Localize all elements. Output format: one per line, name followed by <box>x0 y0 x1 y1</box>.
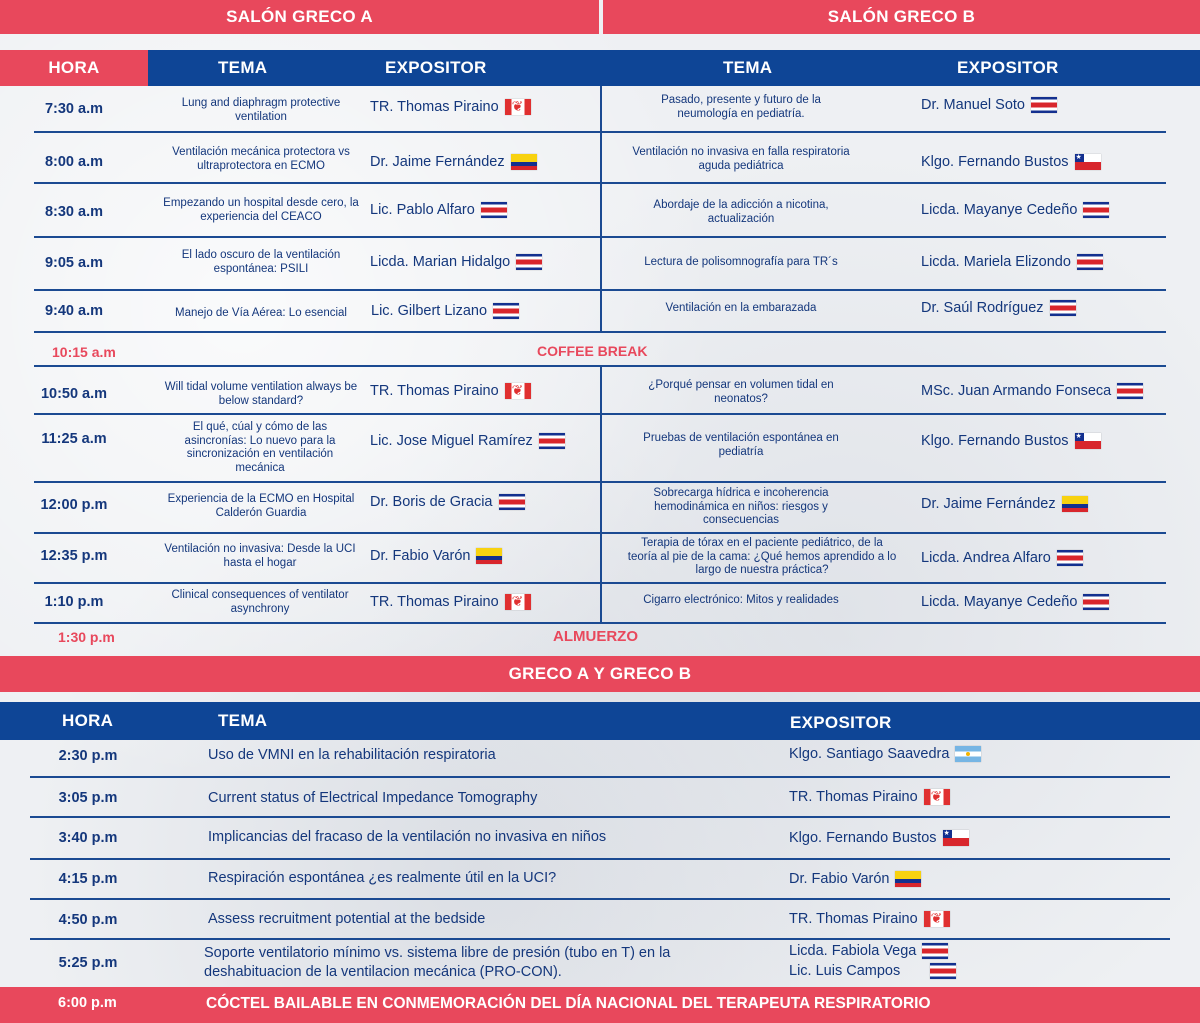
colombia-flag-icon <box>476 548 502 564</box>
row-tema-a: Will tidal volume ventilation always be below standard? <box>164 381 358 407</box>
row-expositor-a <box>370 594 531 610</box>
row-expositor-b <box>921 496 1088 512</box>
row-tema: Implicancias del fracaso de la ventilación no invasiva en niños <box>208 829 607 845</box>
canada-flag-icon <box>505 594 531 610</box>
expositor-name: Klgo. Fernando Bustos <box>921 154 1069 170</box>
costa-rica-flag-icon <box>1117 383 1143 399</box>
chile-flag-icon <box>943 830 969 846</box>
row-tema-b: Abordaje de la adicción a nicotina, actualización <box>653 199 829 225</box>
costa-rica-flag-icon <box>930 963 956 979</box>
row-separator <box>30 898 1170 900</box>
costa-rica-flag-icon <box>1077 254 1103 270</box>
row-time: 9:40 a.m <box>44 303 104 319</box>
costa-rica-flag-icon <box>516 254 542 270</box>
canada-flag-icon <box>924 911 950 927</box>
row-time: 4:50 p.m <box>58 912 118 928</box>
expositor-name: Dr. Fabio Varón <box>789 871 890 887</box>
row-time: 4:15 p.m <box>58 871 118 887</box>
row-tema: Current status of Electrical Impedance Tomography <box>208 790 538 806</box>
row-expositor-b <box>921 550 1083 566</box>
row-expositor <box>789 789 950 805</box>
row-tema: Uso de VMNI en la rehabilitación respiratoria <box>208 747 496 763</box>
row-tema-b: Cigarro electrónico: Mitos y realidades <box>643 594 839 606</box>
canada-flag-icon <box>924 789 950 805</box>
row-separator <box>34 481 1166 483</box>
row-tema-a: El qué, cúal y cómo de las asincronías: Lo nuevo para la sincronización en ventilación mecánica <box>184 421 336 474</box>
expositor-name: Lic. Jose Miguel Ramírez <box>370 433 533 449</box>
lunch-time: 1:30 p.m <box>58 629 115 645</box>
row-tema-b: Lectura de polisomnografía para TR´s <box>644 256 838 268</box>
row-tema-line-2: deshabituacion de la ventilacion mecánica (PRO-CON). <box>204 964 562 980</box>
row-expositor <box>789 746 981 762</box>
expositor-name: Lic. Pablo Alfaro <box>370 202 475 218</box>
row-time: 11:25 a.m <box>41 431 107 447</box>
colombia-flag-icon <box>895 871 921 887</box>
joint-column-header-bar <box>0 702 1200 740</box>
row-tema-line-1: Soporte ventilatorio mínimo vs. sistema libre de presión (tubo en T) en la <box>204 945 671 961</box>
row-separator <box>30 776 1170 778</box>
coffee-break-label: COFFEE BREAK <box>537 343 648 359</box>
row-tema-b: ¿Porqué pensar en volumen tidal en neonatos? <box>648 379 834 405</box>
hora-header: HORA <box>0 50 148 86</box>
expositor-name: Dr. Manuel Soto <box>921 97 1025 113</box>
chile-flag-icon <box>1075 433 1101 449</box>
row-time: 3:05 p.m <box>58 790 118 806</box>
coffee-break-time: 10:15 a.m <box>52 344 116 360</box>
row-tema-a: Clinical consequences of ventilator asynchrony <box>171 589 349 615</box>
expositor-name: Dr. Jaime Fernández <box>370 154 505 170</box>
row-separator <box>34 532 1166 534</box>
row-expositor-a <box>370 99 531 115</box>
row-tema-b: Pruebas de ventilación espontánea en pediatría <box>643 432 839 458</box>
expositor-name: Klgo. Santiago Saavedra <box>789 746 950 762</box>
expositor-name: Licda. Mariela Elizondo <box>921 254 1071 270</box>
room-divider-bottom <box>600 366 602 623</box>
row-separator <box>30 938 1170 940</box>
row-separator <box>30 858 1170 860</box>
row-separator <box>34 622 1166 624</box>
costa-rica-flag-icon <box>922 943 948 959</box>
expositor-name: Licda. Andrea Alfaro <box>921 550 1051 566</box>
room-divider-top <box>600 86 602 332</box>
row-tema-b: Terapia de tórax en el paciente pediátrico, de la teoría al pie de la cama: ¿Qué hemos aprendido a lo largo de nuestra práctica? <box>627 537 897 576</box>
expositor-name: MSc. Juan Armando Fonseca <box>921 383 1112 399</box>
row-time: 8:30 a.m <box>44 204 104 220</box>
row-expositor-a <box>370 433 565 449</box>
costa-rica-flag-icon <box>1050 300 1076 316</box>
row-tema-b: Ventilación no invasiva en falla respiratoria aguda pediátrica <box>632 146 850 172</box>
row-expositor-a <box>370 383 531 399</box>
row-expositor-b <box>921 97 1057 113</box>
row-tema-a: El lado oscuro de la ventilación espontánea: PSILI <box>181 249 341 275</box>
row-expositor-b <box>921 433 1101 449</box>
row-expositor-b <box>921 154 1101 170</box>
row-tema-a: Manejo de Vía Aérea: Lo esencial <box>175 307 347 319</box>
row-time: 12:00 p.m <box>40 497 108 513</box>
row-tema-a: Experiencia de la ECMO en Hospital Calderón Guardia <box>167 493 355 519</box>
argentina-flag-icon <box>955 746 981 762</box>
expositor-name: Dr. Fabio Varón <box>370 548 471 564</box>
lunch-label: ALMUERZO <box>553 628 638 645</box>
expositor-name: Licda. Mayanye Cedeño <box>921 202 1078 218</box>
row-time: 3:40 p.m <box>58 830 118 846</box>
row-expositor-1 <box>789 943 948 959</box>
expositor-name: Dr. Saúl Rodríguez <box>921 300 1044 316</box>
row-time: 1:10 p.m <box>44 594 104 610</box>
costa-rica-flag-icon <box>1083 202 1109 218</box>
expositor-name: TR. Thomas Piraino <box>370 594 499 610</box>
room-b-header: SALÓN GRECO B <box>603 0 1200 34</box>
row-expositor <box>789 871 921 887</box>
row-time: 10:50 a.m <box>40 386 108 402</box>
row-expositor-b <box>921 202 1109 218</box>
row-separator <box>34 331 1166 333</box>
chile-flag-icon <box>1075 154 1101 170</box>
row-expositor-a <box>370 254 542 270</box>
joint-expositor-header: EXPOSITOR <box>790 713 892 732</box>
costa-rica-flag-icon <box>1031 97 1057 113</box>
expositor-name: TR. Thomas Piraino <box>789 789 918 805</box>
expositor-name: TR. Thomas Piraino <box>370 99 499 115</box>
closing-time: 6:00 p.m <box>58 995 117 1011</box>
row-tema: Assess recruitment potential at the bedside <box>208 911 486 927</box>
expositor-name: Licda. Fabiola Vega <box>789 943 917 959</box>
row-expositor-a <box>370 494 525 510</box>
canada-flag-icon <box>505 99 531 115</box>
colombia-flag-icon <box>511 154 537 170</box>
room-a-header: SALÓN GRECO A <box>0 0 599 34</box>
joint-session-header: GRECO A Y GRECO B <box>0 656 1200 692</box>
costa-rica-flag-icon <box>499 494 525 510</box>
row-expositor-a <box>370 154 537 170</box>
expositor-name: Lic. Luis Campos <box>789 963 901 979</box>
canada-flag-icon <box>505 383 531 399</box>
row-tema-a: Ventilación mecánica protectora vs ultraprotectora en ECMO <box>172 146 350 172</box>
colombia-flag-icon <box>1062 496 1088 512</box>
row-time: 9:05 a.m <box>44 255 104 271</box>
row-expositor-a <box>371 303 519 319</box>
row-tema-b: Ventilación en la embarazada <box>665 302 817 314</box>
closing-label: CÓCTEL BAILABLE EN CONMEMORACIÓN DEL DÍA NACIONAL DEL TERAPEUTA RESPIRATORIO <box>206 995 931 1012</box>
row-expositor <box>789 830 969 846</box>
expositor-name: Dr. Boris de Gracia <box>370 494 493 510</box>
costa-rica-flag-icon <box>481 202 507 218</box>
row-separator <box>34 365 1166 367</box>
row-separator <box>34 289 1166 291</box>
row-time: 2:30 p.m <box>58 748 118 764</box>
row-expositor-2 <box>789 963 956 979</box>
row-separator <box>30 816 1170 818</box>
row-tema-a: Lung and diaphragm protective ventilation <box>181 97 341 123</box>
row-separator <box>34 131 1166 133</box>
expositor-name: TR. Thomas Piraino <box>789 911 918 927</box>
expositor-name: Klgo. Fernando Bustos <box>789 830 937 846</box>
row-time: 12:35 p.m <box>40 548 108 564</box>
expositor-b-header: EXPOSITOR <box>957 58 1059 77</box>
row-expositor-b <box>921 383 1143 399</box>
row-expositor-a <box>370 548 502 564</box>
row-tema-b: Pasado, presente y futuro de la neumología en pediatría. <box>661 94 821 120</box>
row-expositor-a <box>370 202 507 218</box>
costa-rica-flag-icon <box>1083 594 1109 610</box>
tema-b-header: TEMA <box>723 58 773 77</box>
row-separator <box>34 582 1166 584</box>
joint-tema-header: TEMA <box>218 711 268 730</box>
costa-rica-flag-icon <box>493 303 519 319</box>
row-expositor-b <box>921 254 1103 270</box>
row-separator <box>34 182 1166 184</box>
row-tema: Respiración espontánea ¿es realmente útil en la UCI? <box>208 870 557 886</box>
expositor-a-header: EXPOSITOR <box>385 58 487 77</box>
row-expositor-b <box>921 594 1109 610</box>
costa-rica-flag-icon <box>1057 550 1083 566</box>
expositor-name: Klgo. Fernando Bustos <box>921 433 1069 449</box>
row-expositor <box>789 911 950 927</box>
expositor-name: TR. Thomas Piraino <box>370 383 499 399</box>
expositor-name: Lic. Gilbert Lizano <box>371 303 488 319</box>
row-separator <box>34 413 1166 415</box>
row-tema-a: Empezando un hospital desde cero, la experiencia del CEACO <box>163 197 359 223</box>
row-separator <box>34 236 1166 238</box>
expositor-name: Licda. Mayanye Cedeño <box>921 594 1078 610</box>
costa-rica-flag-icon <box>539 433 565 449</box>
expositor-name: Licda. Marian Hidalgo <box>370 254 511 270</box>
row-tema-a: Ventilación no invasiva: Desde la UCI hasta el hogar <box>164 543 356 569</box>
tema-a-header: TEMA <box>218 58 268 77</box>
row-time: 8:00 a.m <box>44 154 104 170</box>
joint-hora-header: HORA <box>62 711 114 730</box>
row-expositor-b <box>921 300 1076 316</box>
expositor-name: Dr. Jaime Fernández <box>921 496 1056 512</box>
row-time: 5:25 p.m <box>58 955 118 971</box>
row-time: 7:30 a.m <box>44 101 104 117</box>
row-tema-b: Sobrecarga hídrica e incoherencia hemodinámica en niños: riesgos y consecuencias <box>653 487 829 526</box>
